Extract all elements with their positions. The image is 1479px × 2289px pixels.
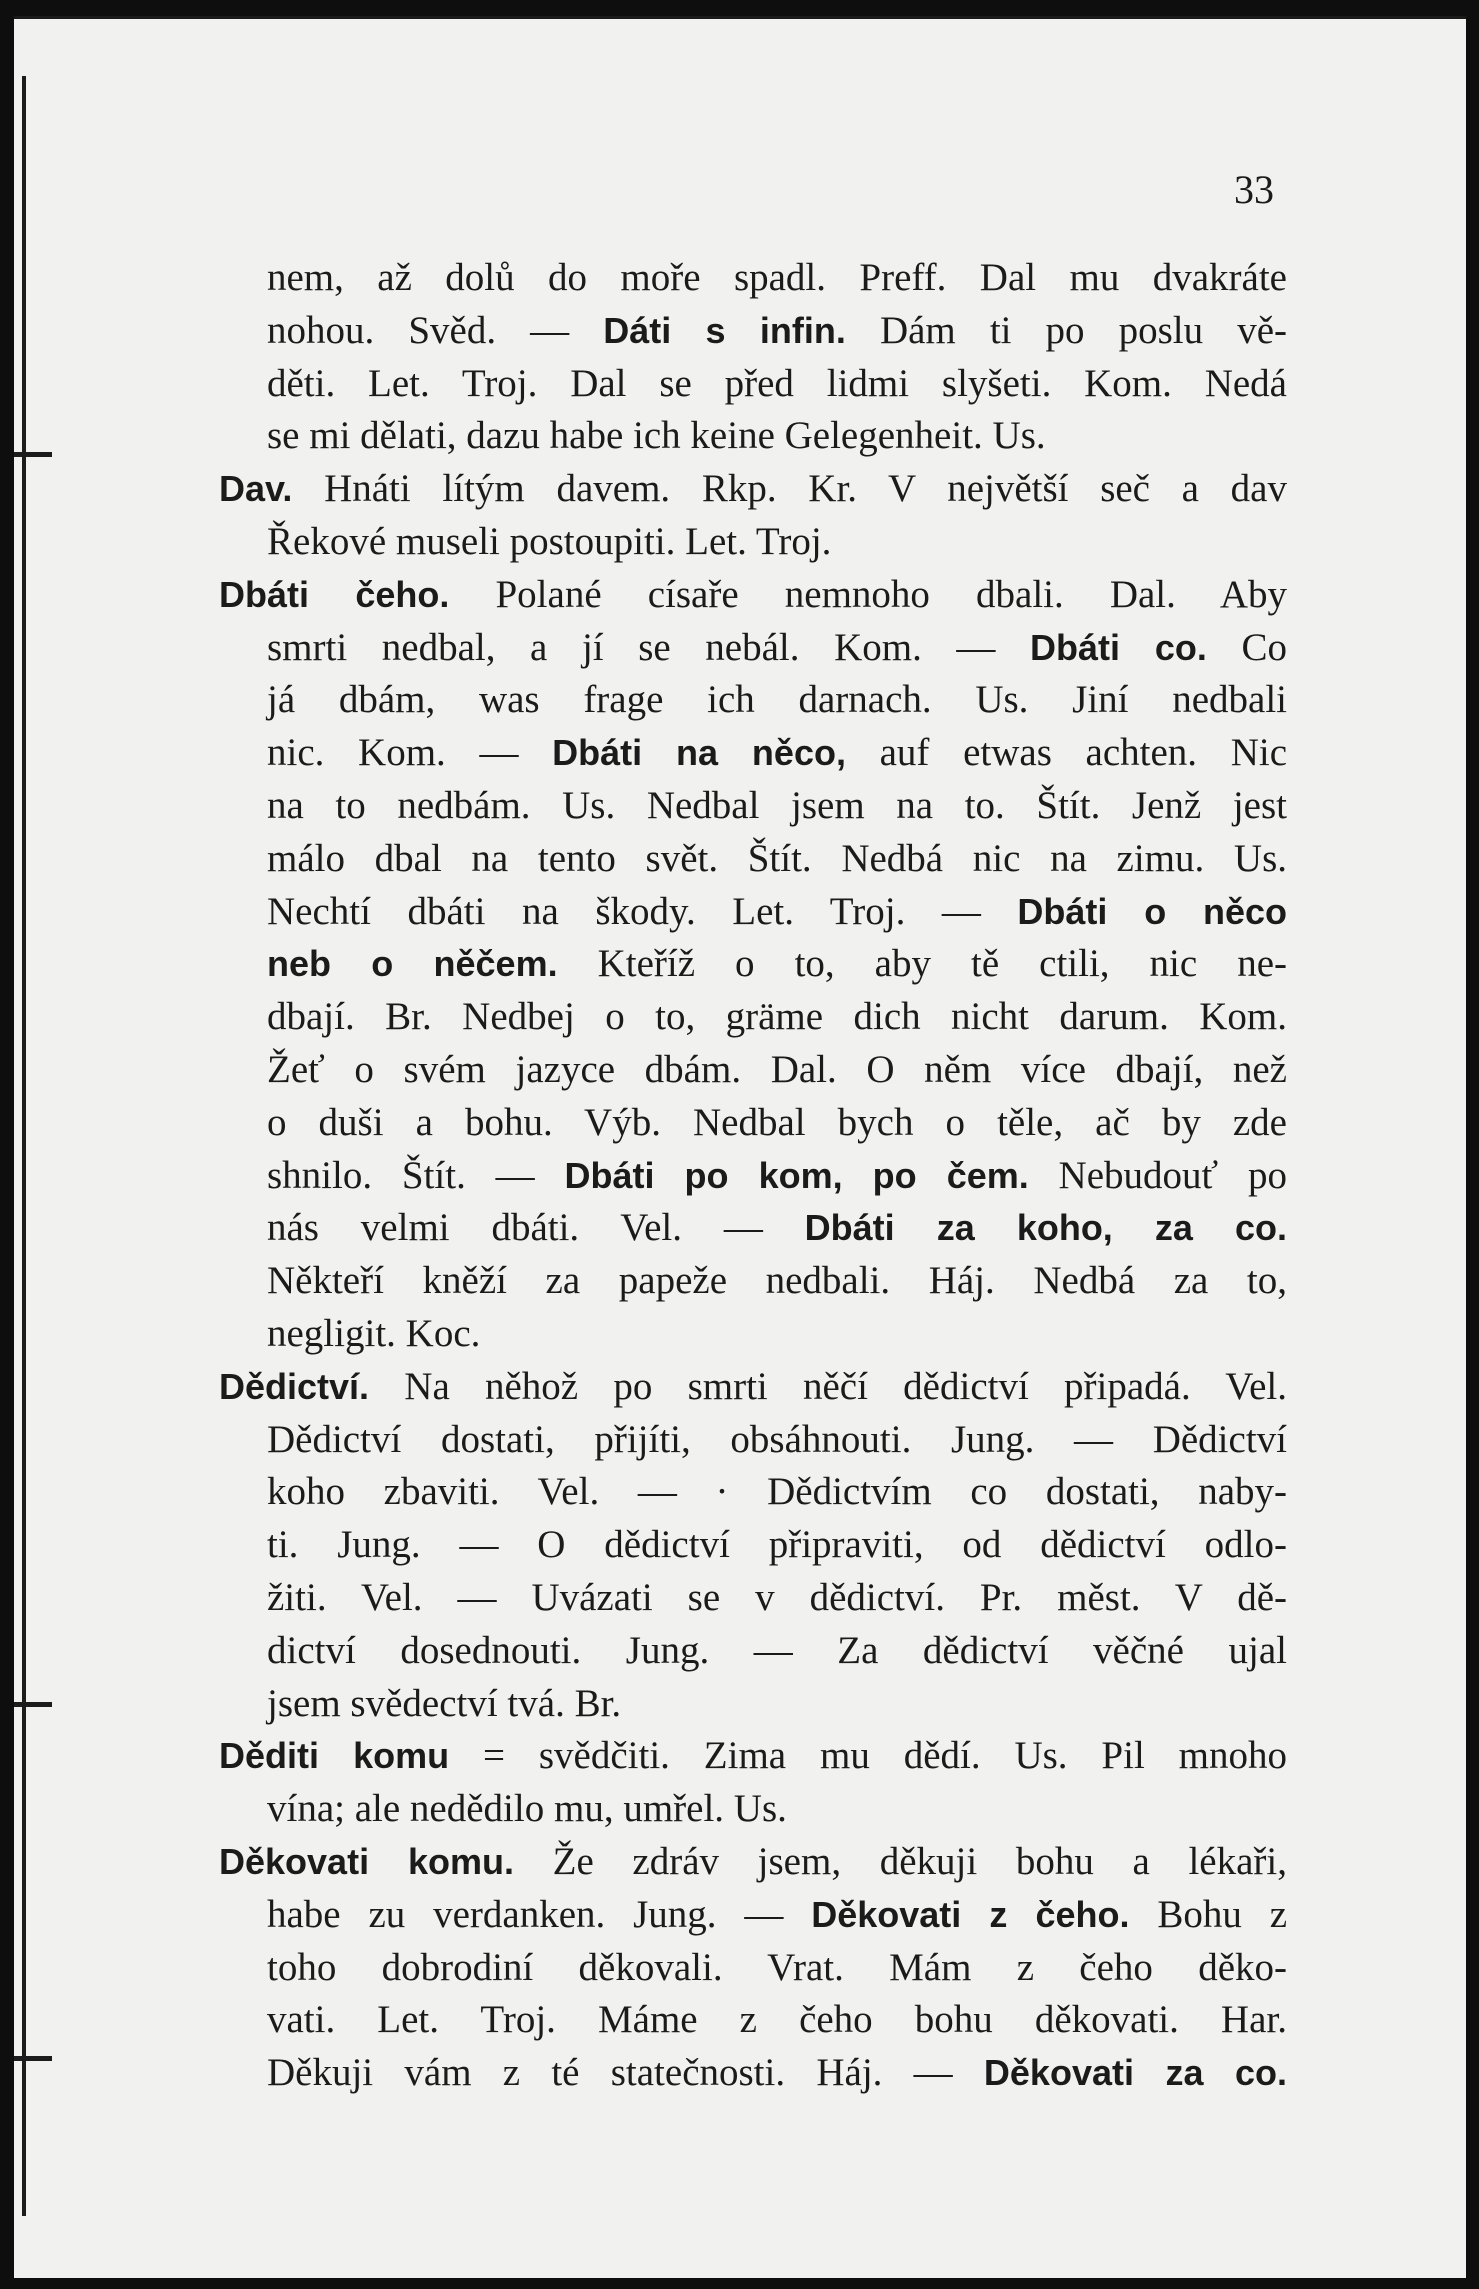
text-line (219, 1097, 1287, 1150)
text-segment: dbají. Br. Nedbej o to, gräme dich nicht darum. Kom. (267, 995, 1287, 1039)
text-segment: jsem svědectví tvá. Br. (267, 1681, 622, 1725)
text-line (219, 1994, 1287, 2047)
text-line (219, 1519, 1287, 1572)
text-line (219, 358, 1287, 411)
text-segment: nás velmi dbáti. Vel. — (267, 1206, 805, 1250)
text-segment: o duši a bohu. Výb. Nedbal bych o těle, ač by zde (267, 1100, 1287, 1144)
headword: Dědictví. (219, 1365, 370, 1407)
text-segment: Hnáti lítým davem. Rkp. Kr. V největší seč a dav (292, 467, 1287, 511)
text-line (219, 1836, 1287, 1889)
text-segment: dictví dosednouti. Jung. — Za dědictví věčné ujal (267, 1628, 1287, 1672)
text-segment: Dám ti po poslu vě- (845, 308, 1288, 352)
text-line (219, 1255, 1287, 1308)
text-segment: habe zu verdanken. Jung. — (267, 1892, 812, 1936)
headword: Dbáti o něco (1017, 890, 1287, 932)
headword: Děkovati komu. (219, 1840, 514, 1882)
text-segment: Nechtí dbáti na škody. Let. Troj. — (267, 889, 1018, 933)
headword: Děkovati za co. (983, 2052, 1287, 2094)
headword: Dáti s infin. (603, 309, 846, 351)
text-segment: já dbám, was frage ich darnach. Us. Jiní nedbali (267, 678, 1287, 722)
text-segment: koho zbaviti. Vel. — · Dědictvím co dostati, naby- (267, 1470, 1287, 1514)
text-segment: na to nedbám. Us. Nedbal jsem na to. Štít. Jenž jest (267, 783, 1287, 827)
page-number: 33 (1234, 167, 1274, 212)
text-line (219, 1361, 1287, 1414)
dictionary-text (219, 252, 1287, 2100)
text-line (219, 463, 1287, 516)
book-page (14, 16, 1466, 2278)
text-segment: Kteříž o to, aby tě ctili, nic ne- (557, 942, 1287, 986)
text-segment: se mi dělati, dazu habe ich keine Gelegenheit. Us. (267, 414, 1046, 458)
text-line (219, 305, 1287, 358)
margin-rule (22, 76, 26, 2216)
text-segment: Děkuji vám z té statečnosti. Háj. — (267, 2051, 984, 2095)
headword: Dbáti co. (1030, 626, 1207, 668)
text-segment: Na něhož po smrti něčí dědictví připadá. Vel. (369, 1364, 1287, 1408)
text-segment: Dědictví dostati, přijíti, obsáhnouti. Jung. — Dědictví (267, 1417, 1287, 1461)
text-segment: vína; ale nedědilo mu, umřel. Us. (267, 1787, 787, 1831)
text-segment: Bohu z (1129, 1892, 1287, 1936)
headword: Dav. (219, 468, 293, 510)
text-segment: Že zdráv jsem, děkuji bohu a lékaři, (513, 1839, 1287, 1883)
headword: Dbáti po kom, po čem. (564, 1154, 1029, 1196)
headword: Dbáti za koho, za co. (804, 1207, 1287, 1249)
text-line (219, 2047, 1287, 2100)
text-line (219, 622, 1287, 675)
headword: neb o něčem. (267, 943, 558, 985)
text-segment: nem, až dolů do moře spadl. Preff. Dal mu dvakráte (267, 256, 1287, 299)
text-segment: nohou. Svěd. — (267, 308, 604, 352)
text-segment: Polané císaře nemnoho dbali. Dal. Aby (449, 572, 1288, 616)
text-segment: Někteří kněží za papeže nedbali. Háj. Nedbá za to, (267, 1259, 1287, 1303)
headword: Děditi komu (219, 1735, 450, 1777)
text-segment: negligit. Koc. (267, 1311, 481, 1355)
text-line (219, 886, 1287, 939)
text-line (219, 1308, 1287, 1361)
headword: Dbáti na něco, (552, 732, 846, 774)
text-segment: ti. Jung. — O dědictví připraviti, od dědictví odlo- (267, 1523, 1287, 1567)
text-line (219, 1202, 1287, 1255)
text-segment: Co (1206, 625, 1287, 669)
text-line (219, 1414, 1287, 1467)
text-segment: nic. Kom. — (267, 731, 553, 775)
text-line (219, 1150, 1287, 1203)
text-segment: Nebudouť po (1028, 1153, 1288, 1197)
text-segment: = svědčiti. Zima mu dědí. Us. Pil mnoho (449, 1734, 1287, 1778)
text-line (219, 780, 1287, 833)
text-segment: smrti nedbal, a jí se nebál. Kom. — (267, 625, 1031, 669)
headword: Dbáti čeho. (219, 573, 450, 615)
text-line (219, 1942, 1287, 1995)
text-line (219, 1889, 1287, 1942)
text-segment: shnilo. Štít. — (267, 1153, 565, 1197)
scan-edge-top (14, 16, 1466, 19)
text-line (219, 727, 1287, 780)
text-line (219, 833, 1287, 886)
text-line (219, 1783, 1287, 1836)
text-segment: vati. Let. Troj. Máme z čeho bohu děkovati. Har. (267, 1998, 1287, 2042)
text-segment: děti. Let. Troj. Dal se před lidmi slyšeti. Kom. Nedá (267, 361, 1287, 405)
text-line (219, 1572, 1287, 1625)
margin-tick (14, 1702, 52, 1707)
text-segment: Žeť o svém jazyce dbám. Dal. O něm více dbají, než (267, 1047, 1287, 1091)
text-segment: žiti. Vel. — Uvázati se v dědictví. Pr. měst. V dě- (267, 1575, 1287, 1619)
text-line (219, 1044, 1287, 1097)
text-line (219, 674, 1287, 727)
margin-tick (14, 2056, 52, 2061)
text-segment: Řekové museli postoupiti. Let. Troj. (267, 519, 832, 563)
text-segment: toho dobrodiní děkovali. Vrat. Mám z čeho děko- (267, 1945, 1287, 1989)
text-line (219, 938, 1287, 991)
text-line (219, 410, 1287, 463)
text-line (219, 516, 1287, 569)
text-line (219, 252, 1287, 305)
text-line (219, 1625, 1287, 1678)
text-line (219, 1678, 1287, 1731)
text-line (219, 1730, 1287, 1783)
text-line (219, 569, 1287, 622)
text-segment: auf etwas achten. Nic (845, 731, 1288, 775)
margin-tick (14, 452, 52, 457)
text-line (219, 1466, 1287, 1519)
text-line (219, 991, 1287, 1044)
text-segment: málo dbal na tento svět. Štít. Nedbá nic na zimu. Us. (267, 836, 1287, 880)
headword: Děkovati z čeho. (811, 1893, 1130, 1935)
